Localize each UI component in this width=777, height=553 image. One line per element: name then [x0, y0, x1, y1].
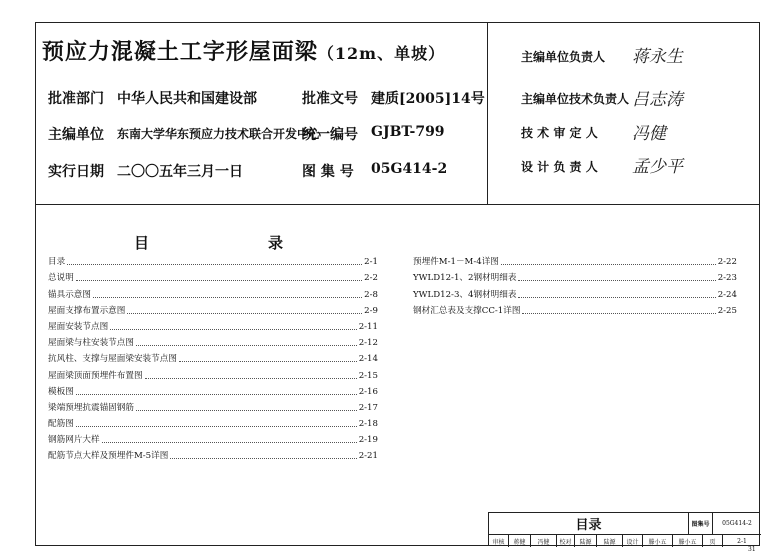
title-block-atlas-label: 图集号: [689, 513, 713, 535]
title-block-sign-cell: 滕小五: [673, 535, 703, 547]
toc-entry-page: 2-25: [717, 305, 737, 316]
toc-entry-page: 2-11: [358, 321, 378, 332]
toc-entry-page: 2-19: [358, 435, 378, 446]
page-number: 31: [748, 546, 756, 553]
toc-entry-page: 2-9: [364, 305, 378, 316]
toc-entry: [48, 301, 378, 317]
toc-entry-title: 锚具示意图: [48, 289, 91, 300]
toc-left-column: [48, 252, 378, 462]
toc-leader-dots: [102, 441, 357, 443]
toc-entry-title: 配筋节点大样及预埋件M-5详图: [48, 451, 169, 462]
editor-unit-label: 主编单位: [48, 127, 104, 143]
title-block-atlas-value: 05G414-2: [713, 513, 761, 535]
title-block-sign-cell: 校对: [557, 535, 575, 547]
toc-entry-page: 2-23: [717, 273, 737, 284]
toc-entry-page: 2-12: [358, 338, 378, 349]
signer-role-3: 技 术 审 定 人: [521, 126, 598, 140]
signature-4: 孟少平: [632, 157, 683, 177]
toc-entry-page: 2-21: [358, 451, 378, 462]
signature-1: 蒋永生: [632, 47, 683, 67]
toc-entry-title: 总说明: [48, 273, 74, 284]
toc-entry-title: 配筋图: [48, 419, 74, 430]
toc-entry-title: 钢筋网片大样: [48, 435, 100, 446]
approval-dept-value: 中华人民共和国建设部: [117, 91, 257, 107]
toc-entry-title: 抗风柱、支撑与屋面梁安装节点图: [48, 354, 177, 365]
title-block-sign-cell: 蒋健: [509, 535, 531, 547]
page-title: [0, 35, 487, 66]
effective-date-label: 实行日期: [48, 164, 104, 180]
toc-entry-title: 屋面梁与柱安装节点图: [48, 338, 134, 349]
toc-right-column: [413, 252, 737, 317]
effective-date-value: 二〇〇五年三月一日: [117, 164, 243, 180]
toc-entry: [48, 430, 378, 446]
header-divider: [487, 22, 488, 205]
toc-entry-page: 2-22: [717, 257, 737, 268]
title-block-sign-row: [489, 535, 761, 547]
toc-entry: [48, 365, 378, 381]
toc-leader-dots: [522, 312, 715, 314]
title-block-sign-cell: 陆源: [575, 535, 597, 547]
title-block-sign-cell: 设计: [623, 535, 643, 547]
toc-entry-title: 钢材汇总表及支撑CC-1详图: [413, 305, 521, 316]
toc-entry-title: 梁端预埋抗震锚固钢筋: [48, 402, 134, 413]
toc-entry-title: YWLD12-3、4钢材明细表: [413, 289, 517, 300]
signer-role-4: 设 计 负 责 人: [521, 160, 598, 174]
toc-entry: [48, 252, 378, 268]
toc-entry-page: 2-1: [364, 257, 378, 268]
toc-entry-page: 2-16: [358, 386, 378, 397]
toc-entry: [48, 349, 378, 365]
toc-entry-page: 2-8: [364, 289, 378, 300]
toc-leader-dots: [501, 263, 716, 265]
toc-entry: [48, 333, 378, 349]
toc-entry: [48, 398, 378, 414]
atlas-no-label: 图 集 号: [302, 164, 354, 180]
toc-entry-page: 2-15: [358, 370, 378, 381]
toc-entry: [413, 301, 737, 317]
approval-no-label: 批准文号: [302, 91, 358, 107]
toc-entry-page: 2-14: [358, 354, 378, 365]
toc-entry-title: 模板图: [48, 386, 74, 397]
toc-leader-dots: [110, 328, 357, 330]
toc-leader-dots: [518, 296, 715, 298]
toc-leader-dots: [136, 409, 357, 411]
toc-entry-title: 屋面支撑布置示意图: [48, 305, 126, 316]
signature-2: 吕志涛: [632, 90, 683, 110]
toc-entry-page: 2-18: [358, 419, 378, 430]
toc-entry-title: 预埋件M-1－M-4详图: [413, 257, 499, 268]
toc-entry: [413, 268, 737, 284]
toc-entry: [48, 382, 378, 398]
approval-no-value: 建质[2005]14号: [371, 91, 485, 107]
toc-leader-dots: [136, 344, 357, 346]
toc-leader-dots: [93, 296, 362, 298]
toc-entry: [48, 446, 378, 462]
unified-no-value: GJBT-799: [371, 124, 445, 140]
approval-dept-label: 批准部门: [48, 91, 104, 107]
toc-entry: [48, 268, 378, 284]
toc-heading-right: 录: [268, 234, 284, 252]
title-block-drawing-title: 目录: [489, 513, 689, 535]
unified-no-label: 统一编号: [302, 127, 358, 143]
toc-leader-dots: [76, 425, 357, 427]
toc-leader-dots: [76, 393, 357, 395]
toc-entry-page: 2-17: [358, 402, 378, 413]
toc-leader-dots: [76, 279, 362, 281]
toc-leader-dots: [170, 457, 356, 459]
title-block-sign-cell: 页: [703, 535, 723, 547]
title-block-sign-cell: 滕小五: [643, 535, 673, 547]
signature-3: 冯健: [632, 124, 666, 144]
toc-entry: [413, 252, 737, 268]
toc-entry-page: 2-24: [717, 289, 737, 300]
atlas-no-value: 05G414-2: [371, 161, 448, 177]
toc-leader-dots: [145, 377, 357, 379]
toc-entry: [413, 284, 737, 300]
toc-entry-page: 2-2: [364, 273, 378, 284]
title-main: 预应力混凝土工字形屋面梁: [41, 39, 318, 65]
title-block: [488, 512, 760, 546]
title-block-sign-cell: 审核: [489, 535, 509, 547]
title-sub: （12m、单坡）: [317, 44, 446, 63]
signer-role-2: 主编单位技术负责人: [521, 92, 630, 106]
title-block-sign-cell: 陆源: [597, 535, 623, 547]
title-block-sign-cell: 冯健: [531, 535, 557, 547]
toc-entry: [48, 414, 378, 430]
toc-entry-title: 屋面安装节点图: [48, 321, 109, 332]
signer-role-1: 主编单位负责人: [521, 50, 606, 64]
toc-leader-dots: [518, 279, 715, 281]
toc-leader-dots: [67, 263, 362, 265]
title-block-sign-cell: 2-1: [737, 537, 747, 545]
toc-entry: [48, 284, 378, 300]
toc-heading-left: 目: [134, 234, 150, 252]
toc-leader-dots: [179, 360, 357, 362]
toc-entry: [48, 317, 378, 333]
toc-entry-title: YWLD12-1、2钢材明细表: [413, 273, 517, 284]
toc-entry-title: 目录: [48, 257, 66, 268]
toc-leader-dots: [127, 312, 362, 314]
toc-entry-title: 屋面梁顶面预埋件布置图: [48, 370, 143, 381]
editor-unit-value: 东南大学华东预应力技术联合开发中心: [117, 127, 322, 141]
